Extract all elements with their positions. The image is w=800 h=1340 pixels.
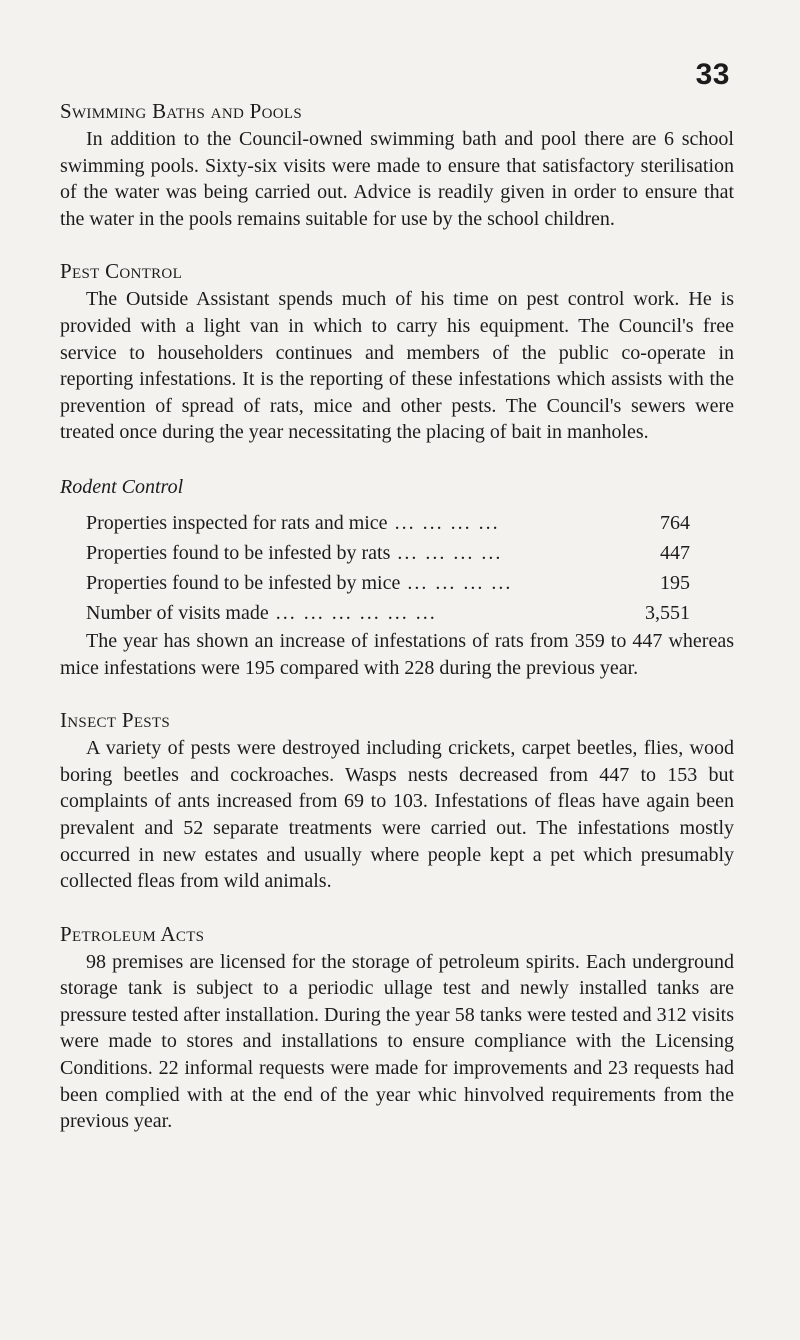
row-label-cell (86, 598, 610, 628)
dot-leader: ... ... ... ... ... ... (268, 601, 437, 624)
section-heading-insect-pests: Insect Pests (60, 708, 171, 733)
page-content (60, 98, 734, 1135)
section-heading-petroleum-acts: Petroleum Acts (60, 921, 205, 946)
rodent-statistics-table (86, 508, 690, 628)
dot-leader: ... ... ... ... (400, 571, 513, 594)
row-label: Properties inspected for rats and mice (86, 511, 388, 534)
section-swimming-baths (60, 98, 734, 232)
paragraph-petroleum-acts: 98 premises are licensed for the storage of petroleum spirits. Each underground storage tank is subject to a periodic ullage test and newly installed tanks are pressure tested after installation. During the year 58 tanks were tested and 312 visits were made to stores and installations to ensure compliance with the Licensing Conditions. 22 informal requests were made for improvements and 23 requests had been complied with at the end of the year whic hinvolved requirements from the previous year. (60, 950, 734, 1133)
section-rodent-control (60, 474, 734, 681)
paragraph-swimming: In addition to the Council-owned swimming bath and pool there are 6 school swimming pools. Sixty-six visits were made to ensure that satisfactory sterilisation of the water was being carried out. Advice is readily given in order to ensure that the water in the pools remains suitable for use by the school children. (60, 128, 734, 230)
table-row (86, 538, 690, 568)
row-label-cell (86, 568, 610, 598)
paragraph-pest-control: The Outside Assistant spends much of his time on pest control work. He is provided with a light van in which to carry his equipment. The Council's free service to householders continues and members of the public co-operate in reporting infestations. It is the reporting of these infestations which assists with the prevention of spread of rats, mice and other pests. The Council's sewers were treated once during the year necessitating the placing of bait in manholes. (60, 288, 734, 444)
table-row (86, 508, 690, 538)
table-row (86, 568, 690, 598)
section-pest-control (60, 258, 734, 446)
row-label: Properties found to be infested by rats (86, 541, 391, 564)
row-label-cell (86, 538, 610, 568)
section-petroleum-acts (60, 921, 734, 1135)
section-heading-swimming: Swimming Baths and Pools (60, 99, 302, 123)
row-value: 3,551 (645, 601, 690, 624)
paragraph-insect-pests: A variety of pests were destroyed including crickets, carpet beetles, flies, wood boring beetles and cockroaches. Wasps nests decreased from 447 to 153 but complaints of ants increased from 69 to 103. Infestations of fleas have again been prevalent and 52 separate treatments were carried out. The infestations mostly occurred in new estates and usually where people kept a pet which presumably collected fleas from wild animals. (60, 737, 734, 893)
row-label-cell (86, 508, 610, 538)
row-label: Properties found to be infested by mice (86, 571, 401, 594)
dot-leader: ... ... ... ... (390, 541, 503, 564)
row-value: 764 (660, 511, 690, 534)
table-row (86, 598, 690, 628)
dot-leader: ... ... ... ... (387, 511, 500, 534)
row-value: 447 (660, 541, 690, 564)
subheading-rodent-control: Rodent Control (60, 475, 184, 498)
row-label: Number of visits made (86, 601, 269, 624)
section-insect-pests (60, 707, 734, 895)
paragraph-rodent-summary: The year has shown an increase of infestations of rats from 359 to 447 whereas mice infestations were 195 compared with 228 during the previous year. (60, 629, 734, 679)
section-heading-pest-control: Pest Control (60, 259, 183, 284)
row-value: 195 (660, 571, 690, 594)
page-number: 33 (695, 58, 730, 91)
